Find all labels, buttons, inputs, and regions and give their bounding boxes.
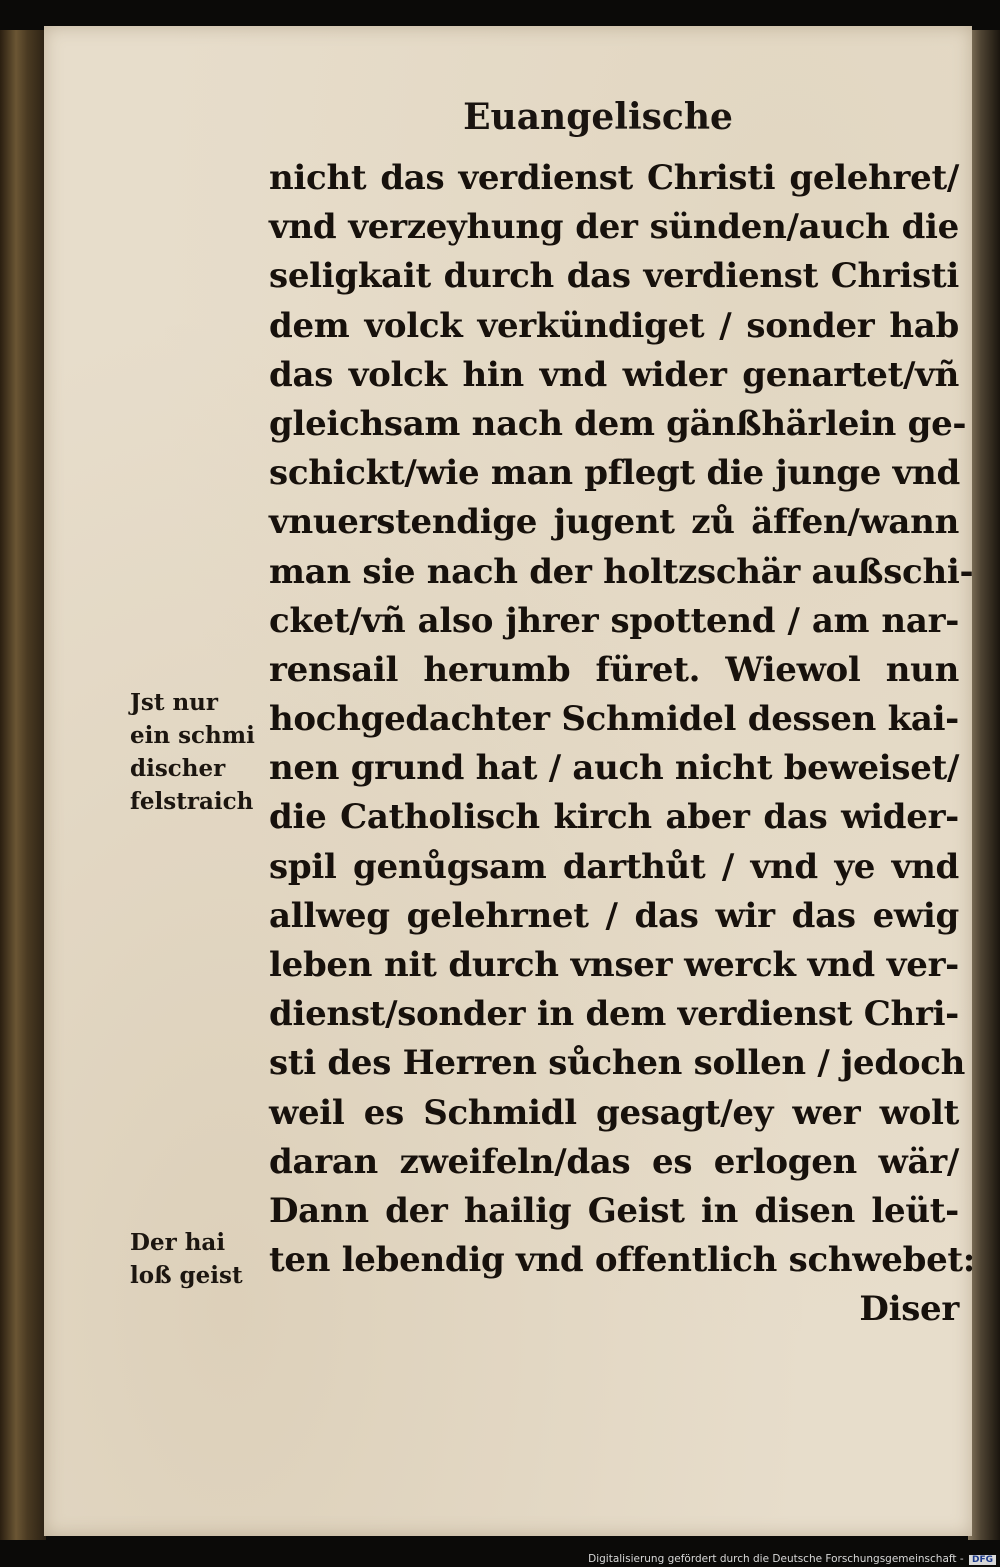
text-line: weil es Schmidl gesagt/ey wer wolt [269, 1092, 959, 1133]
text-line: schickt/wie man pflegt die junge vnd [269, 453, 960, 494]
text-line: daran zweifeln/das es erlogen wär/ [269, 1141, 959, 1182]
text-line: nen grund hat / auch nicht beweiset/ [269, 748, 960, 789]
text-line: vnuerstendige jugent zů äffen/wann [269, 502, 959, 543]
text-line: die Catholisch kirch aber das wider- [269, 797, 959, 838]
credit-text: Digitalisierung gefördert durch die Deutsche Forschungsgemeinschaft - [588, 1553, 964, 1565]
digitization-credit [588, 1553, 996, 1565]
book-fore-edge [968, 30, 1000, 1540]
running-head: Euangelische [463, 96, 733, 138]
book-page [44, 26, 976, 1536]
dfg-logo: DFG [969, 1555, 996, 1565]
text-line: rensail herumb füret. Wiewol nun [269, 649, 959, 690]
margin-note-line: Jst nur [130, 689, 219, 716]
margin-note-line: discher [130, 755, 226, 782]
text-line: dem volck verkündiget / sonder hab [269, 305, 959, 346]
text-line: seligkait durch das verdienst Christi [269, 256, 959, 297]
text-line: gleichsam nach dem gänßhärlein ge- [269, 403, 967, 444]
margin-note-line: loß geist [130, 1262, 243, 1289]
text-line: dienst/sonder in dem verdienst Chri- [269, 994, 959, 1035]
text-line: allweg gelehrnet / das wir das ewig [269, 895, 959, 936]
catchword: Diser [859, 1289, 959, 1330]
text-line: hochgedachter Schmidel dessen kai- [269, 699, 959, 740]
text-line: spil genůgsam darthůt / vnd ye vnd [269, 846, 959, 887]
text-line: das volck hin vnd wider genartet/vñ [269, 354, 959, 395]
margin-note [130, 1226, 270, 1292]
text-line: sti des Herren sůchen sollen / jedoch [269, 1043, 966, 1084]
book-binding-edge [0, 30, 46, 1540]
text-line: nicht das verdienst Christi gelehret/ [269, 158, 959, 198]
text-line: vnd verzeyhung der sünden/auch die [269, 207, 959, 248]
margin-note-line: felstraich [130, 788, 254, 815]
text-line: leben nit durch vnser werck vnd ver- [269, 945, 959, 985]
text-line: Dann der hailig Geist in disen leüt- [269, 1190, 959, 1231]
text-line: ten lebendig vnd offentlich schwebet: [269, 1240, 976, 1281]
body-text [269, 154, 976, 1335]
text-line: cket/vñ also jhrer spottend / am nar- [269, 600, 959, 641]
margin-note-line: Der hai [130, 1229, 226, 1256]
margin-note-line: ein schmi [130, 722, 255, 749]
margin-note [130, 686, 270, 818]
text-line: man sie nach der holtzschär außschi- [269, 551, 974, 592]
